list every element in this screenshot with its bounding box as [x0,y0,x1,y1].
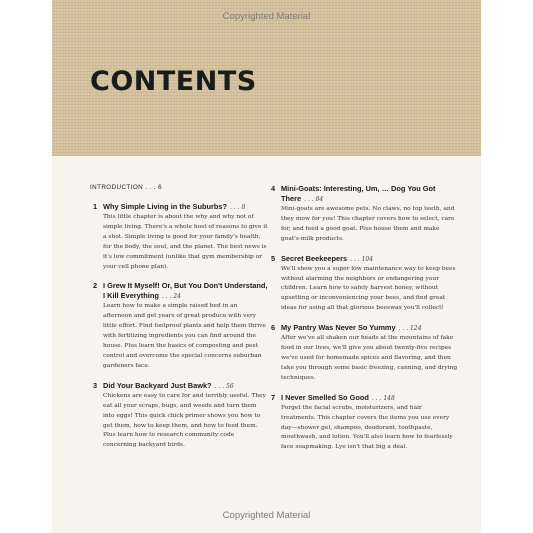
toc-entry[interactable] [268,184,458,245]
chapter-description: We'll show you a super low maintenance way to keep bees without alarming the neighbors or endangering your children. Learn how to safely harvest honey, without upsetting or inconveniencing your bees, and find great ideas for using all that glorious beeswax you'll collect! [281,265,456,312]
chapter-title [103,381,268,392]
chapter-description: This little chapter is about the why and why not of simple living. There's a whole host of reasons to give it a shot. Simple living is good for your family's health, for the body, the soul, and the planet. The best news is it's low commitment (unlike that gym membership or your cell phone plan). [103,214,268,270]
chapter-title-text: Secret Beekeepers [281,253,348,263]
chapter-number: 6 [271,323,276,333]
chapter-title-text: Mini-Goats: Interesting, Um, … Dog You Got There [281,184,436,203]
chapter-number: 3 [93,380,98,390]
toc-right-column [268,184,458,462]
copyright-watermark-top: Copyrighted Material [222,11,311,22]
chapter-description: Mini-goats are awesome pets. No claws, no top teeth, and they mow for you! This chapter covers how to select, care for, and feed a good goat. Plus house them and make goat's-milk products. [281,206,455,242]
chapter-title [281,254,458,265]
toc-entry[interactable] [90,281,268,371]
chapter-title [281,393,458,404]
chapter-title-text: Why Simple Living in the Suburbs? [103,202,228,211]
toc-entry[interactable] [268,254,458,315]
toc-left-column [90,184,268,460]
chapter-page-number: . . . 84 [304,196,324,203]
chapter-page-number: . . . 8 [230,204,246,211]
chapter-page-number: . . . 148 [371,394,395,402]
chapter-number: 7 [271,392,276,402]
chapter-number: 2 [93,281,98,291]
chapter-number: 5 [271,253,276,263]
toc-entry[interactable] [268,393,458,454]
book-page [52,0,481,533]
chapter-description: Learn how to make a simple raised bed in an afternoon and get years of great produce with very little effort. Find foolproof plants and help them thrive with fertilizing ingredients you can find around the house. Plus learn the basics of composting and pest control and overcome the special concerns suburban gardeners face. [103,303,266,369]
toc-introduction[interactable]: INTRODUCTION . . . 6 [90,184,163,191]
chapter-title-text: I Grew It Myself! Or, But You Don't Understand, I Kill Everything [103,281,268,301]
chapter-page-number: . . . 124 [398,325,422,333]
toc-entry[interactable] [90,202,268,272]
chapter-page-number: . . . 24 [161,293,181,301]
chapter-description: Chickens are easy to care for and terribly useful. They eat all your scraps, bugs, and weeds and turn them into eggs! This quick chick primer shows you how to get them, how to keep them, and how to feed them. Plus learn how to research community code concerning backyard birds. [103,392,266,449]
chapter-page-number: . . . 104 [350,255,374,263]
copyright-watermark-bottom: Copyrighted Material [222,510,311,521]
contents-heading: CONTENTS [90,66,257,97]
header-banner [52,0,481,156]
chapter-description: After we've all shaken our heads at the mountains of fake food in our lives, we'll give you about twenty-five recipes we've used for homemade spices and flavoring, and then take you through some basic freezing, canning, and drying techniques. [281,335,458,381]
chapter-title [281,323,458,334]
chapter-description: Forget the facial scrubs, moisturizers, and hair treatments. This chapter covers the items you use every day—shower gel, shampoo, deodorant, toothpaste, mouthwash, and lotion. You'll also learn how to fearlessly face soapmaking. Lye isn't that big a deal. [281,404,453,451]
chapter-title [103,202,268,213]
chapter-title [103,281,268,302]
chapter-title [281,184,458,205]
chapter-number: 4 [271,184,276,193]
chapter-title-text: I Never Smelled So Good [281,392,369,402]
toc-entry[interactable] [90,381,268,451]
toc-entry[interactable] [268,323,458,384]
chapter-title-text: Did Your Backyard Just Bawk? [103,380,212,390]
chapter-title-text: My Pantry Was Never So Yummy [281,323,396,333]
chapter-number: 1 [93,202,98,211]
chapter-page-number: . . . 56 [214,382,234,390]
